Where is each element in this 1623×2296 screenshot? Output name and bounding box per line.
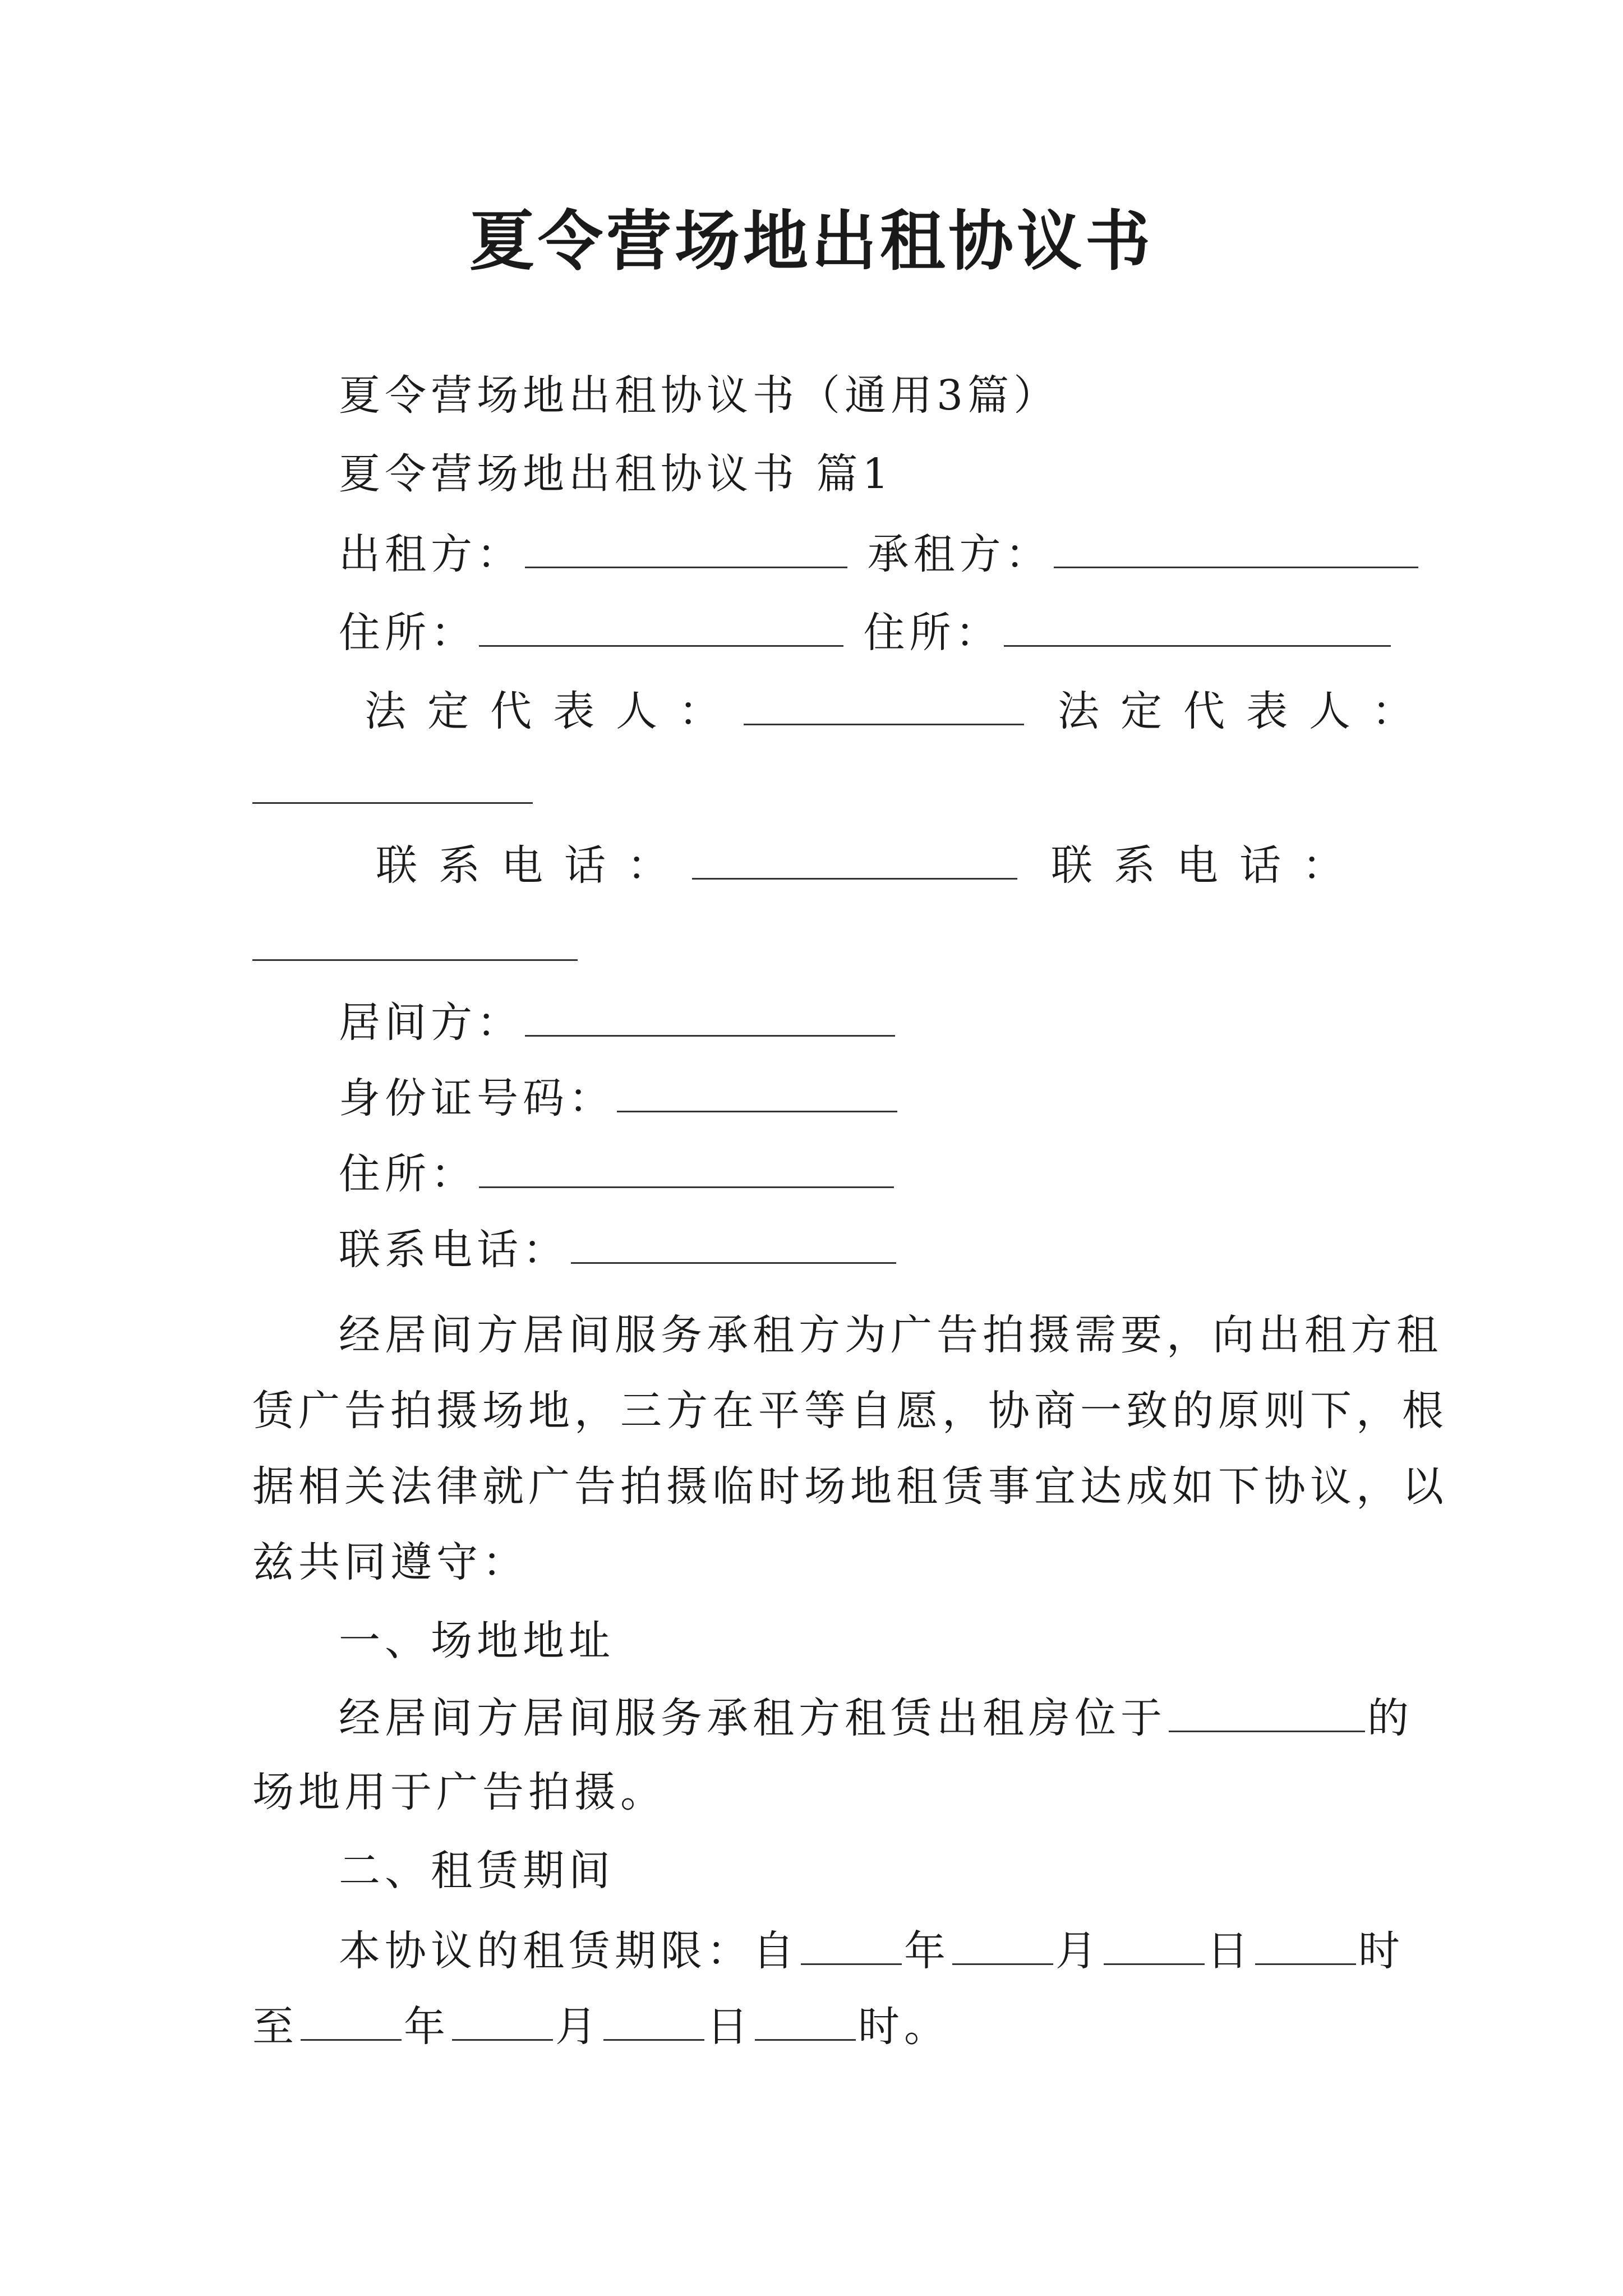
end-hour-blank xyxy=(755,2000,856,2041)
lessee-address-label: 住所： xyxy=(863,609,1002,657)
address-line xyxy=(339,606,1385,658)
document-subtitle: 夏令营场地出租协议书（通用3篇） xyxy=(339,371,1060,420)
start-hour-blank xyxy=(1255,1924,1356,1965)
lessor-address-label: 住所： xyxy=(339,609,477,657)
lessor-address-blank xyxy=(479,606,843,647)
lessor-phone-label: 联系电话： xyxy=(376,841,690,890)
lessee-phone-label: 联系电话： xyxy=(1051,841,1365,890)
intro-line-1: 经居间方居间服务承租方为广告拍摄需要，向出租方租 xyxy=(339,1311,1442,1359)
clause2-text-to: 至 xyxy=(252,2003,298,2051)
lessor-label: 出租方： xyxy=(339,530,523,578)
clause1-text-a: 经居间方居间服务承租方租赁出租房位于 xyxy=(339,1694,1166,1742)
lessee-label: 承租方： xyxy=(867,530,1052,578)
legal-rep-line xyxy=(365,684,1435,737)
lessor-blank xyxy=(525,527,847,568)
end-year-blank xyxy=(301,2000,402,2041)
clause2-line-2 xyxy=(252,2000,1385,2052)
broker-address-line xyxy=(339,1147,1385,1199)
clause2-text-end: 时。 xyxy=(858,2003,950,2051)
intro-line-2: 赁广告拍摄场地，三方在平等自愿，协商一致的原则下，根 xyxy=(252,1387,1448,1435)
clause2-line-1 xyxy=(339,1924,1404,1976)
start-day-blank xyxy=(1104,1924,1205,1965)
clause2-text-a: 本协议的租赁期限：自 xyxy=(339,1927,799,1975)
lessee-legal-rep-label: 法定代表人： xyxy=(1058,687,1435,735)
start-day-unit: 日 xyxy=(1207,1927,1253,1975)
clause1-line xyxy=(339,1691,1413,1743)
broker-address-blank xyxy=(479,1147,894,1188)
start-month-unit: 月 xyxy=(1055,1927,1101,1975)
clause1-location-blank xyxy=(1169,1691,1365,1732)
clause1-heading: 一、场地地址 xyxy=(339,1617,615,1665)
section-heading: 夏令营场地出租协议书 篇1 xyxy=(339,450,893,498)
broker-phone-line xyxy=(339,1223,1385,1275)
phone-line xyxy=(376,839,1422,891)
lessee-blank xyxy=(1054,527,1418,568)
broker-line xyxy=(339,996,1385,1048)
lessor-legal-rep-blank xyxy=(744,684,1024,725)
broker-id-label: 身份证号码： xyxy=(339,1074,615,1122)
party-line xyxy=(339,527,1385,579)
clause1-text-c: 场地用于广告拍摄。 xyxy=(252,1768,666,1816)
lessor-phone-blank xyxy=(692,839,1017,880)
broker-phone-blank xyxy=(571,1223,896,1264)
start-year-unit: 年 xyxy=(904,1927,950,1975)
clause2-heading: 二、租赁期间 xyxy=(339,1847,615,1895)
intro-line-4: 兹共同遵守： xyxy=(252,1538,528,1586)
broker-address-label: 住所： xyxy=(339,1150,477,1198)
clause1-text-b: 的 xyxy=(1367,1694,1413,1742)
lessee-address-blank xyxy=(1004,606,1391,647)
lessee-phone-blank xyxy=(252,959,578,961)
broker-blank xyxy=(525,996,895,1037)
lessor-legal-rep-label: 法定代表人： xyxy=(365,687,741,735)
start-year-blank xyxy=(801,1924,902,1965)
end-day-blank xyxy=(603,2000,704,2041)
broker-id-blank xyxy=(617,1071,897,1112)
end-month-unit: 月 xyxy=(555,2003,601,2051)
document-title: 夏令营场地出租协议书 xyxy=(469,203,1154,279)
broker-id-line xyxy=(339,1071,1385,1124)
intro-line-3: 据相关法律就广告拍摄临时场地租赁事宜达成如下协议，以 xyxy=(252,1462,1448,1511)
end-day-unit: 日 xyxy=(707,2003,753,2051)
end-month-blank xyxy=(452,2000,553,2041)
start-month-blank xyxy=(952,1924,1053,1965)
broker-label: 居间方： xyxy=(339,999,523,1047)
broker-phone-label: 联系电话： xyxy=(339,1226,569,1274)
end-year-unit: 年 xyxy=(404,2003,450,2051)
lessee-legal-rep-blank xyxy=(252,802,533,804)
start-hour-unit: 时 xyxy=(1358,1927,1404,1975)
